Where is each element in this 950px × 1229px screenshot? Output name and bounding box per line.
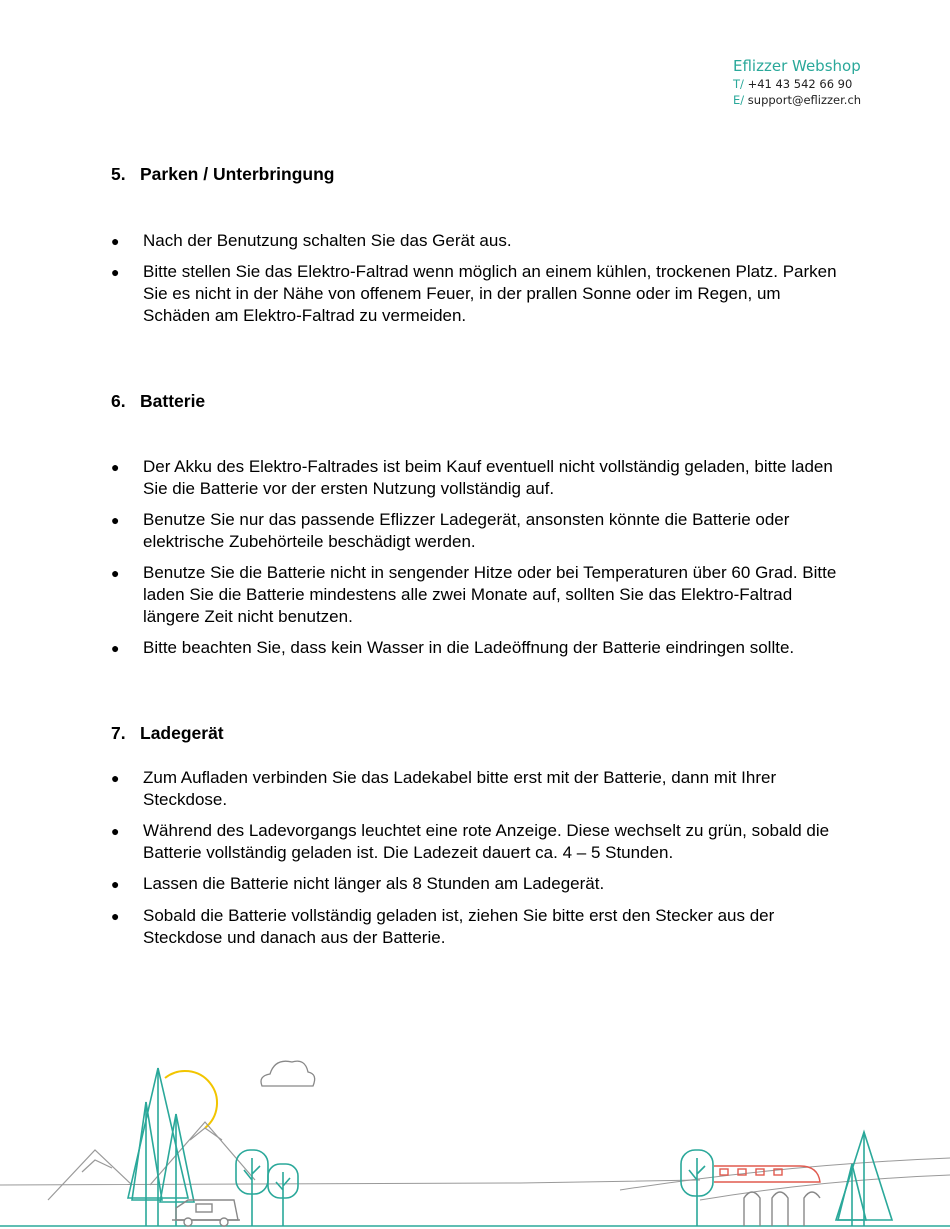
list-item [111, 820, 851, 864]
bullet-icon: ● [111, 908, 120, 924]
tree-icon [160, 1114, 194, 1226]
list-item [111, 637, 851, 659]
header-contact-block [733, 56, 933, 108]
list-item [111, 261, 851, 327]
list-item-text: Nach der Benutzung schalten Sie das Gerät aus. [143, 231, 512, 250]
list-item [111, 767, 851, 811]
list-item-text: Bitte beachten Sie, dass kein Wasser in die Ladeöffnung der Batterie eindringen sollte. [143, 638, 795, 657]
section-number: 7. [111, 723, 126, 743]
sun-icon [165, 1071, 217, 1128]
bullet-icon: ● [111, 565, 120, 581]
email-line [733, 92, 933, 108]
email-address[interactable]: support@eflizzer.ch [747, 93, 862, 107]
list-item [111, 873, 851, 895]
bullet-icon: ● [111, 233, 120, 249]
section-number: 5. [111, 164, 126, 184]
section-title-ladegeraet [111, 722, 224, 744]
list-item-text: Benutze Sie die Batterie nicht in sengender Hitze oder bei Temperaturen über 60 Grad. Bitte laden Sie die Batterie mindestens alle zwei Monate auf, sollten Sie das Elektro-Faltrad längere Zeit nicht benutzen. [143, 563, 837, 626]
bridge-icon [744, 1192, 820, 1226]
section-title-parken [111, 163, 334, 185]
list-item [111, 562, 851, 628]
cloud-icon [261, 1061, 315, 1086]
hill-line [620, 1158, 950, 1190]
phone-prefix: T/ [733, 77, 744, 91]
list-item-text: Lassen die Batterie nicht länger als 8 Stunden am Ladegerät. [143, 874, 605, 893]
phone-number: +41 43 542 66 90 [747, 77, 853, 91]
list-item [111, 509, 851, 553]
list-item-text: Zum Aufladen verbinden Sie das Ladekabel bitte erst mit der Batterie, dann mit Ihrer Steckdose. [143, 768, 777, 809]
tree-icon [268, 1164, 298, 1226]
list-item-text: Der Akku des Elektro-Faltrades ist beim Kauf eventuell nicht vollständig geladen, bitte laden Sie die Batterie vor der ersten Nutzung vollständig auf. [143, 457, 833, 498]
bullet-icon: ● [111, 512, 120, 528]
bullet-icon: ● [111, 876, 120, 892]
phone-line [733, 76, 933, 92]
bullet-icon: ● [111, 640, 120, 656]
bullet-icon: ● [111, 459, 120, 475]
list-item [111, 905, 851, 949]
hill-line [700, 1175, 950, 1200]
list-item-text: Bitte stellen Sie das Elektro-Faltrad wenn möglich an einem kühlen, trockenen Platz. Parken Sie es nicht in der Nähe von offenem Feuer, in der prallen Sonne oder im Regen, um Schäden am Elektro-Faltrad zu vermeiden. [143, 262, 837, 325]
train-icon [714, 1166, 820, 1182]
tree-icon [681, 1150, 713, 1226]
horizon-line [0, 1180, 700, 1185]
section-heading: Parken / Unterbringung [140, 164, 335, 184]
section-number: 6. [111, 391, 126, 411]
camper-van-icon [172, 1200, 240, 1226]
bullet-icon: ● [111, 264, 120, 280]
list-item [111, 230, 851, 252]
tree-icon [838, 1164, 866, 1226]
tree-icon [236, 1150, 268, 1226]
footer-landscape-illustration [0, 1040, 950, 1229]
company-name: Eflizzer Webshop [733, 57, 861, 75]
section-heading: Ladegerät [140, 723, 224, 743]
section-heading: Batterie [140, 391, 206, 411]
list-item-text: Benutze Sie nur das passende Eflizzer Ladegerät, ansonsten könnte die Batterie oder elektrische Zubehörteile beschädigt werden. [143, 510, 790, 551]
bullet-icon: ● [111, 823, 120, 839]
section-title-batterie [111, 390, 205, 412]
list-item-text: Sobald die Batterie vollständig geladen ist, ziehen Sie bitte erst den Stecker aus der Steckdose und danach aus der Batterie. [143, 906, 775, 947]
list-item-text: Während des Ladevorgangs leuchtet eine rote Anzeige. Diese wechselt zu grün, sobald die Batterie vollständig geladen ist. Die Ladezeit dauert ca. 4 – 5 Stunden. [143, 821, 830, 862]
list-item [111, 456, 851, 500]
bullet-icon: ● [111, 770, 120, 786]
email-prefix: E/ [733, 93, 745, 107]
